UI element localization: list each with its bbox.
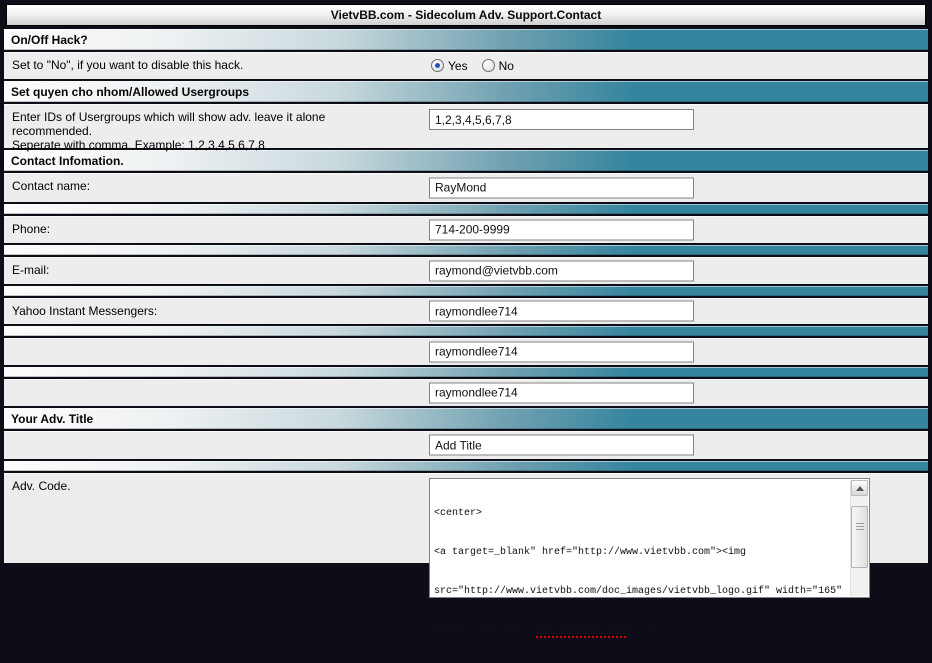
yahoo-messenger-input-3[interactable] bbox=[429, 382, 694, 403]
usergroups-label-line1: Enter IDs of Usergroups which will show adv. leave it alone recommended. bbox=[12, 110, 326, 138]
scroll-thumb[interactable] bbox=[851, 506, 868, 568]
yes-radio-label: Yes bbox=[448, 58, 468, 73]
window-title-bar bbox=[6, 4, 926, 26]
section-header-label: On/Off Hack? bbox=[11, 32, 88, 47]
page-title: VietvBB.com - Sidecolum Adv. Support.Contact bbox=[330, 8, 602, 22]
scroll-thumb-grip bbox=[856, 523, 864, 531]
row-yahoo-messenger-3 bbox=[4, 379, 928, 406]
code-line: <center> bbox=[434, 508, 483, 519]
row-yahoo-messenger-1 bbox=[4, 298, 928, 324]
row-contact-name bbox=[4, 173, 928, 202]
yes-radio[interactable] bbox=[431, 59, 444, 72]
usergroups-label bbox=[4, 104, 412, 158]
email-input[interactable] bbox=[429, 260, 694, 281]
gradient-separator bbox=[4, 326, 928, 336]
gradient-separator bbox=[4, 367, 928, 377]
onoff-label: Set to "No", if you want to disable this hack. bbox=[12, 58, 244, 72]
email-label: E-mail: bbox=[12, 263, 50, 277]
phone-input[interactable] bbox=[429, 219, 694, 240]
onoff-radio-group bbox=[431, 59, 524, 73]
code-line: <a target=_blank" href="http://www.vietvbb.com"><img bbox=[434, 547, 747, 558]
contact-name-input[interactable] bbox=[429, 177, 694, 198]
row-yahoo-messenger-2 bbox=[4, 338, 928, 365]
usergroups-label-line2: Seperate with comma. Example: 1,2,3,4,5,6,7,8 bbox=[12, 138, 265, 152]
adv-code-label: Adv. Code. bbox=[12, 479, 71, 493]
arrow-up-icon bbox=[856, 486, 864, 491]
scroll-up-button[interactable] bbox=[851, 480, 868, 496]
radio-option-no[interactable] bbox=[482, 59, 514, 73]
textarea-scrollbar[interactable] bbox=[850, 480, 868, 596]
no-radio-label: No bbox=[498, 58, 514, 73]
gradient-separator bbox=[4, 245, 928, 255]
gradient-separator bbox=[4, 204, 928, 214]
adv-code-textarea[interactable] bbox=[429, 478, 870, 636]
row-phone bbox=[4, 216, 928, 243]
yahoo-messenger-input-2[interactable] bbox=[429, 341, 694, 362]
phone-label: Phone: bbox=[12, 222, 51, 236]
section-header-onoff bbox=[4, 29, 928, 50]
code-line: height="65" alt="www.VietvBB.com"></a> bbox=[434, 625, 663, 636]
spellcheck-flagged-text: www.VietvBB.com bbox=[536, 625, 627, 636]
section-header-label: Set quyen cho nhom/Allowed Usergroups bbox=[11, 84, 250, 99]
row-adv-code bbox=[4, 473, 928, 636]
row-adv-title bbox=[4, 431, 928, 459]
usergroups-input[interactable] bbox=[429, 109, 694, 130]
section-header-usergroups bbox=[4, 81, 928, 102]
no-radio[interactable] bbox=[482, 59, 495, 72]
adv-title-input[interactable] bbox=[429, 435, 694, 456]
section-header-label: Contact Infomation. bbox=[11, 153, 124, 168]
section-header-adv-title bbox=[4, 408, 928, 429]
contact-name-label: Contact name: bbox=[12, 179, 91, 193]
gradient-separator bbox=[4, 286, 928, 296]
row-onoff bbox=[4, 52, 928, 79]
gradient-separator bbox=[4, 461, 928, 471]
row-email bbox=[4, 257, 928, 284]
row-usergroups bbox=[4, 104, 928, 152]
section-header-label: Your Adv. Title bbox=[11, 411, 94, 426]
yahoo-messenger-input-1[interactable] bbox=[429, 301, 694, 322]
code-line: src="http://www.vietvbb.com/doc_images/vietvbb_logo.gif" width="165" bbox=[434, 586, 843, 597]
yahoo-messenger-label: Yahoo Instant Messengers: bbox=[12, 304, 158, 318]
radio-option-yes[interactable] bbox=[431, 59, 468, 73]
adv-code-content bbox=[431, 480, 850, 636]
